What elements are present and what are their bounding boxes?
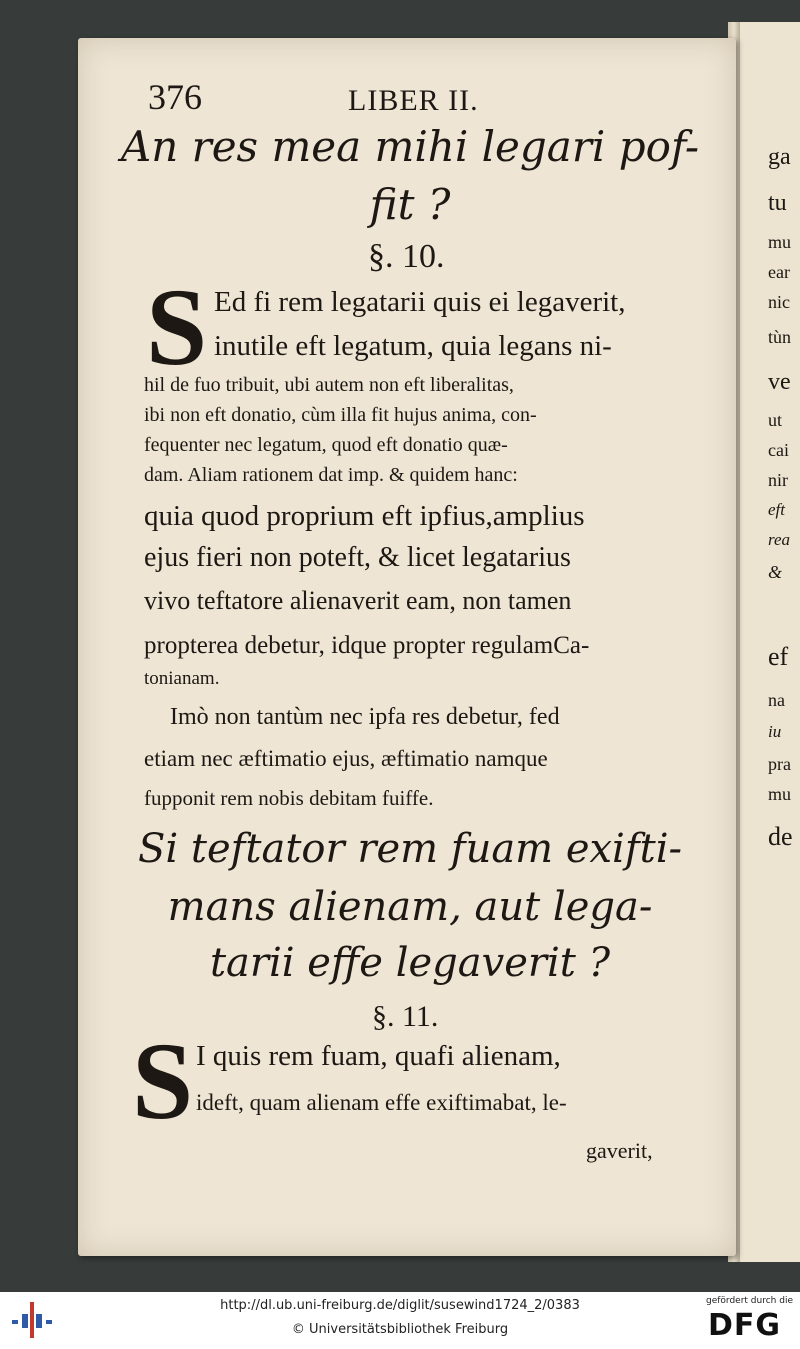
section-heading-line: mans alienam, aut lega- — [167, 884, 653, 930]
drop-cap: S — [132, 1020, 194, 1142]
facing-fragment: mu — [768, 232, 792, 252]
section-label: §. 11. — [372, 1000, 439, 1033]
facing-fragment: ga — [768, 144, 791, 170]
facing-fragment: ear — [768, 262, 790, 282]
text-line: inutile eft legatum, quia legans ni- — [214, 330, 612, 362]
text-line: Ed fi rem legatarii quis ei legaverit, — [214, 286, 626, 318]
facing-fragment: mu — [768, 784, 792, 804]
dfg-caption: gefördert durch die — [706, 1296, 793, 1306]
section-heading-line: tarii effe legaverit ? — [209, 940, 611, 986]
copyright-notice: © Universitätsbibliothek Freiburg — [291, 1322, 509, 1337]
facing-fragment: pra — [768, 754, 791, 774]
text-line: ejus fieri non poteft, & licet legatarius — [144, 542, 571, 573]
text-line: Imò non tantùm nec ipfa res debetur, fed — [170, 704, 560, 730]
section-heading-line: fit ? — [369, 180, 451, 229]
facing-page-edge — [740, 22, 800, 1262]
text-line: hil de fuo tribuit, ubi autem non eft liberalitas, — [144, 374, 514, 396]
drop-cap: S — [146, 266, 208, 388]
dfg-logo — [706, 1296, 796, 1344]
running-head: LIBER II. — [348, 84, 479, 117]
viewer-footer — [0, 1292, 800, 1349]
facing-fragment: de — [768, 822, 793, 851]
facing-fragment: nic — [768, 292, 790, 312]
text-line: gaverit, — [586, 1138, 653, 1163]
text-line: fupponit rem nobis debitam fuiffe. — [144, 786, 434, 810]
section-heading-line: An res mea mihi legari pof- — [120, 122, 700, 171]
text-line: I quis rem fuam, quafi alienam, — [196, 1040, 561, 1072]
facing-fragment: iu — [768, 722, 782, 741]
facing-fragment: eft — [768, 500, 785, 519]
facing-fragment: ve — [768, 369, 791, 395]
text-line: quia quod proprium eft ipfius,amplius — [144, 500, 585, 532]
text-line: ideft, quam alienam effe exiftimabat, le- — [196, 1090, 567, 1115]
page-number: 376 — [148, 77, 202, 117]
text-line: fequenter nec legatum, quod eft donatio quæ- — [144, 434, 508, 456]
dfg-wordmark: DFG — [708, 1308, 782, 1343]
section-label: §. 10. — [368, 238, 445, 275]
source-url[interactable]: http://dl.ub.uni-freiburg.de/diglit/susewind1724_2/0383 — [220, 1298, 580, 1313]
facing-fragment: & — [768, 562, 783, 582]
facing-fragment: cai — [768, 440, 789, 460]
text-line: propterea debetur, idque propter regulamCa- — [144, 632, 590, 659]
text-line: dam. Aliam rationem dat imp. & quidem hanc: — [144, 464, 518, 486]
facing-fragment: nir — [768, 470, 788, 490]
facing-fragment: tu — [768, 190, 787, 216]
text-line: vivo teftatore alienaverit eam, non tamen — [144, 586, 572, 615]
facing-fragment: rea — [768, 530, 791, 549]
text-line: ibi non eft donatio, cùm illa fit hujus anima, con- — [144, 404, 537, 426]
facing-fragment: na — [768, 690, 785, 710]
facing-fragment: ef — [768, 642, 789, 671]
section-heading-line: Si teftator rem fuam exifti- — [137, 826, 683, 872]
text-line: tonianam. — [144, 668, 220, 689]
facing-fragment: tùn — [768, 327, 792, 347]
facing-fragment: ut — [768, 410, 783, 430]
text-line: etiam nec æftimatio ejus, æftimatio namque — [144, 746, 548, 771]
